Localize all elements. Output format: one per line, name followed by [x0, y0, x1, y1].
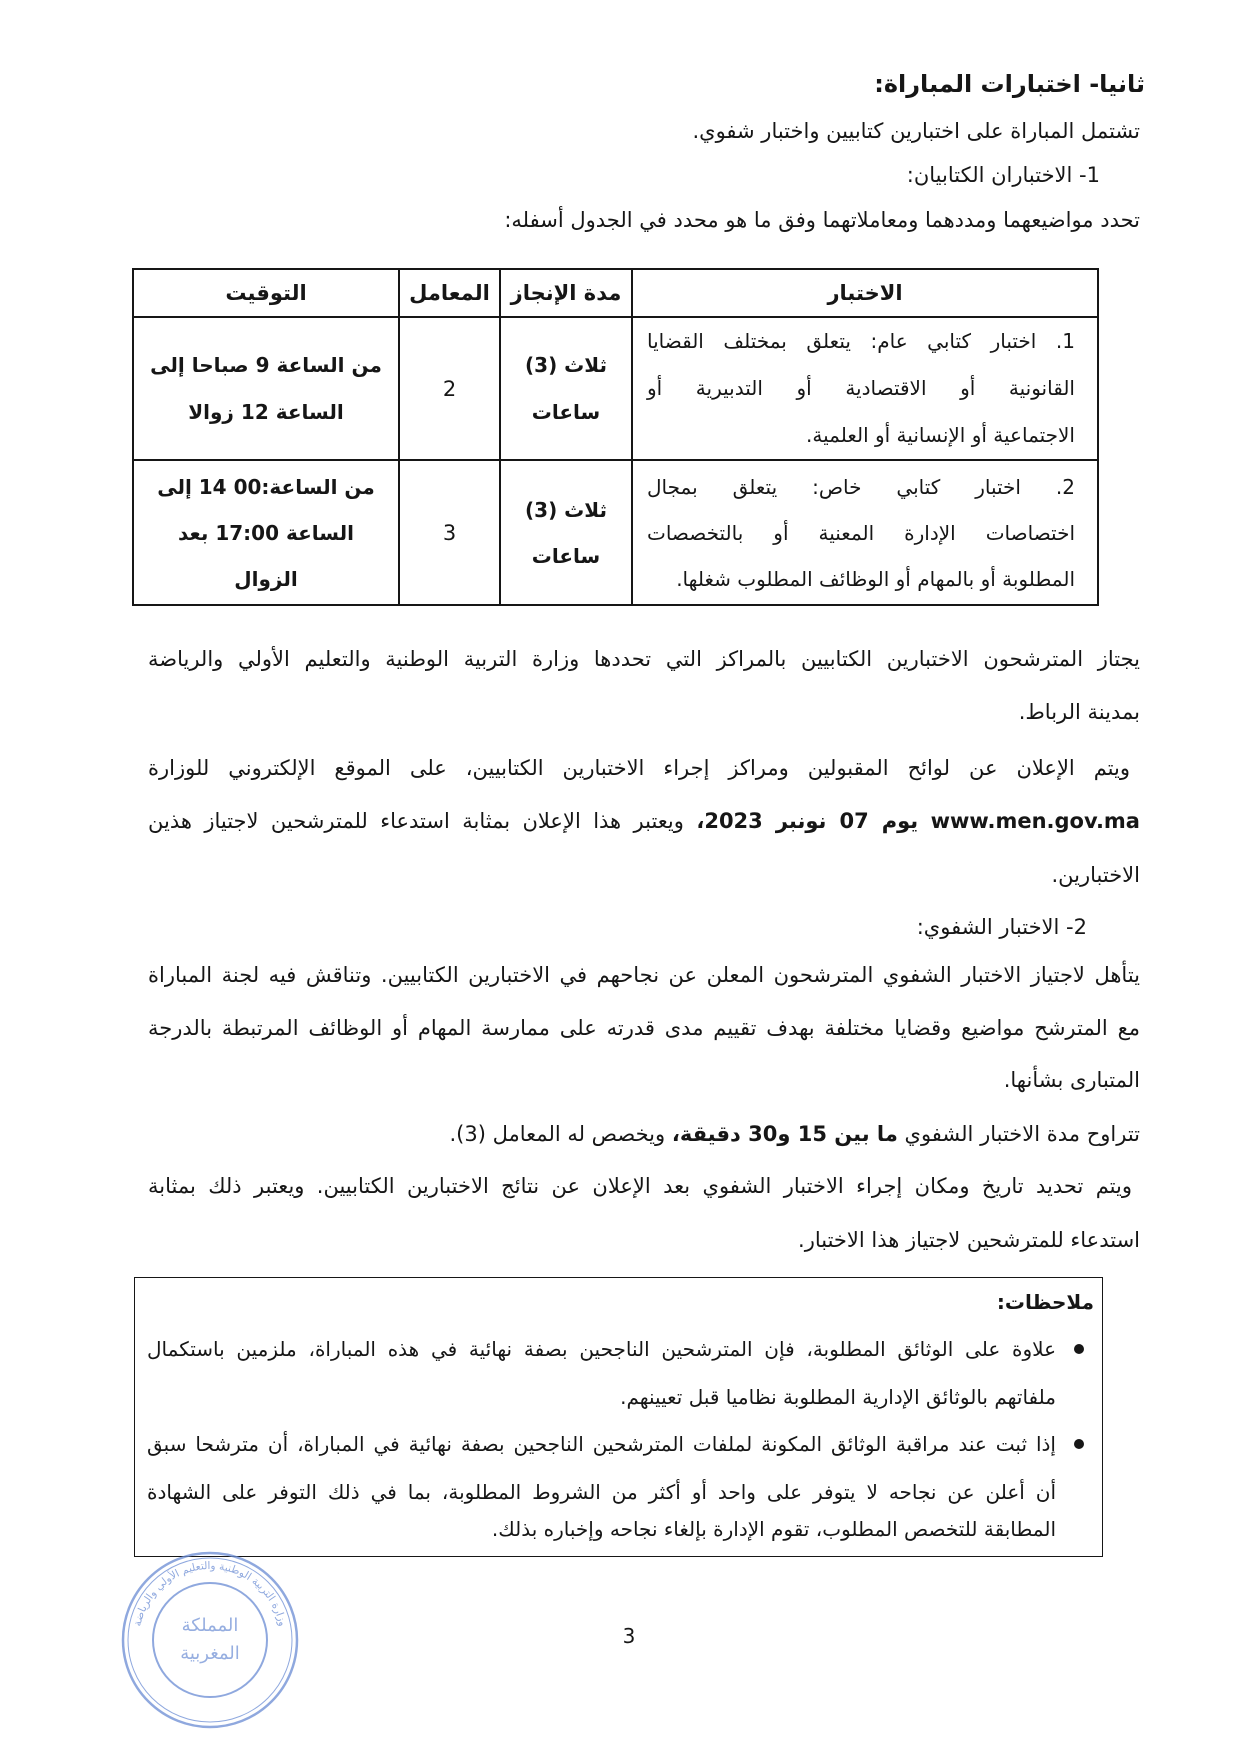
coefficient-cell: 3 — [399, 460, 500, 605]
cell-text-line — [501, 487, 631, 533]
announcement-paragraph-line — [148, 795, 1140, 847]
cell-text: من الساعة 9 صباحا إلى — [150, 352, 382, 377]
ministry-website-url: www.men.gov.ma — [930, 809, 1140, 833]
notes-heading — [147, 1278, 1094, 1326]
table-header-exam: الاختبار — [632, 269, 1098, 317]
table-row — [133, 460, 1098, 605]
note-text: ملفاتهم بالوثائق الإدارية المطلوبة نظاميا قبل تعيينهم. — [620, 1385, 1056, 1409]
table-row — [133, 317, 1098, 460]
note-text: علاوة على الوثائق المطلوبة، فإن المترشحين الناجحين بصفة نهائية في هذه المباراة، ملزمين باستكمال — [147, 1337, 1056, 1361]
cell-text-line — [501, 533, 631, 579]
note-item-line — [147, 1373, 1056, 1421]
paragraph-text: يتأهل لاجتياز الاختبار الشفوي المترشحون المعلن عن نجاحهم في الاختبارين الكتابيين. وتناقش فيه لجنة المباراة — [148, 963, 1140, 987]
table-header-duration: مدة الإنجاز — [500, 269, 632, 317]
oral-qualification-line — [148, 949, 1140, 1001]
oral-qualification-line — [148, 1002, 1140, 1054]
cell-text-line — [633, 556, 1097, 602]
cell-text: اختصاصات الإدارة المعنية أو بالتخصصات — [647, 520, 1075, 545]
cell-text: الساعة 12 زوالا — [188, 399, 344, 424]
oral-exam-heading-text: 2- الاختبار الشفوي: — [916, 915, 1087, 939]
paragraph-text: الاختبارين. — [1051, 863, 1140, 887]
announcement-line-content — [148, 809, 1140, 833]
bullet-icon — [1074, 1439, 1084, 1449]
stamp-ring-text: وزارة التربية الوطنية والتعليم الأولي والرياضة — [131, 1559, 289, 1628]
oral-duration-content — [450, 1122, 1141, 1146]
notes-box — [134, 1277, 1103, 1557]
cell-text-line — [134, 464, 398, 510]
announcement-paragraph-line — [148, 742, 1140, 794]
paragraph-text: بمدينة الرباط. — [1018, 700, 1140, 724]
cell-text: 1. اختبار كتابي عام: يتعلق بمختلف القضايا — [647, 329, 1075, 353]
paragraph-text: يجتاز المترشحون الاختبارين الكتابيين بالمراكز التي تحددها وزارة التربية الوطنية والتعليم الأولي والرياضة — [148, 647, 1140, 671]
official-stamp — [115, 1545, 305, 1735]
paragraph-text: ويتم الإعلان عن لوائح المقبولين ومراكز إجراء الاختبارين الكتابيين، على الموقع الإلكتروني للوزارة — [148, 756, 1130, 780]
oral-duration-line — [148, 1108, 1140, 1160]
cell-text: الزوال — [234, 566, 298, 591]
oral-schedule-line — [148, 1160, 1140, 1212]
stamp-outer-ring — [123, 1553, 297, 1727]
cell-text-line — [633, 318, 1097, 365]
paragraph-text: ويتم تحديد تاريخ ومكان إجراء الاختبار الشفوي بعد الإعلان عن نتائج الاختبارين الكتابيين. ويعتبر ذلك بمثابة — [148, 1174, 1132, 1198]
cell-text: الاجتماعية أو الإنسانية أو العلمية. — [806, 423, 1075, 447]
exam-description-cell — [632, 317, 1098, 460]
stamp-center-text: المغربية — [180, 1643, 240, 1664]
cell-text: المطلوبة أو بالمهام أو الوظائف المطلوب شغلها. — [676, 566, 1075, 591]
announcement-date: يوم 07 نونبر 2023، — [696, 809, 919, 833]
cell-text-line — [134, 510, 398, 556]
note-text: أن أعلن عن نجاحه لا يتوفر على واحد أو أكثر من الشروط المطلوبة، بما في ذلك التوفر على الشهادة — [147, 1480, 1056, 1504]
section-intro-text: تشتمل المباراة على اختبارين كتابيين واختبار شفوي. — [692, 119, 1140, 143]
paragraph-text: استدعاء للمترشحين لاجتياز هذا الاختبار. — [798, 1228, 1140, 1252]
cell-text-line — [633, 365, 1097, 412]
paragraph-text: ويعتبر هذا الإعلان بمثابة استدعاء للمترشحين لاجتياز هذين — [148, 809, 684, 833]
paragraph-text: تتراوح مدة الاختبار الشفوي — [904, 1122, 1140, 1146]
coefficient-cell: 2 — [399, 317, 500, 460]
section-heading-text: ثانيا- اختبارات المباراة: — [874, 70, 1145, 98]
cell-text-line — [633, 510, 1097, 556]
cell-text-line — [134, 389, 398, 436]
exam-centers-paragraph-line — [148, 686, 1140, 738]
exams-table — [132, 268, 1099, 606]
written-exams-heading-text: 1- الاختباران الكتابيان: — [906, 163, 1100, 187]
note-item-line — [147, 1325, 1056, 1373]
stamp-inner-ring — [153, 1583, 267, 1697]
cell-text-line — [633, 464, 1097, 510]
bullet-icon — [1074, 1344, 1084, 1354]
cell-text: ساعات — [531, 543, 601, 568]
page-number: 3 — [622, 1624, 636, 1648]
note-text: إذا ثبت عند مراقبة الوثائق المكونة لملفات المترشحين الناجحين بصفة نهائية في المباراة، أن مترشحا سبق — [147, 1432, 1056, 1456]
oral-qualification-line — [148, 1054, 1140, 1106]
announcement-paragraph-line — [148, 849, 1140, 901]
cell-text: القانونية أو الاقتصادية أو التدبيرية أو — [647, 376, 1075, 400]
notes-heading-text: ملاحظات: — [996, 1290, 1094, 1314]
table-intro — [148, 194, 1140, 246]
cell-text-line — [134, 342, 398, 389]
cell-text-line — [501, 342, 631, 389]
duration-cell — [500, 317, 632, 460]
paragraph-text: ويخصص له المعامل (3). — [449, 1122, 666, 1146]
oral-schedule-line — [148, 1214, 1140, 1266]
oral-exam-heading — [148, 901, 1087, 953]
table-header-coefficient: المعامل — [399, 269, 500, 317]
exam-centers-paragraph-line — [148, 633, 1140, 685]
timing-cell — [133, 317, 399, 460]
note-text: المطابقة للتخصص المطلوب، تقوم الإدارة بإلغاء نجاحه وإخباره بذلك. — [491, 1517, 1056, 1541]
section-heading — [148, 58, 1145, 110]
duration-cell — [500, 460, 632, 605]
cell-text-line — [633, 412, 1097, 459]
cell-text: الساعة 17:00 بعد — [178, 520, 354, 545]
cell-text: ثلاث (3) — [525, 497, 607, 522]
table-intro-text: تحدد مواضيعهما ومددهما ومعاملاتهما وفق ما هو محدد في الجدول أسفله: — [504, 208, 1140, 232]
cell-text: من الساعة:00 14 إلى — [157, 474, 375, 499]
table-header-row — [133, 269, 1098, 317]
table-header-timing: التوقيت — [133, 269, 399, 317]
oral-duration-value: ما بين 15 و30 دقيقة، — [671, 1122, 898, 1146]
paragraph-text: المتبارى بشأنها. — [1003, 1068, 1140, 1092]
cell-text-line — [501, 389, 631, 436]
cell-text: 2. اختبار كتابي خاص: يتعلق بمجال — [647, 474, 1075, 499]
stamp-center-text: المملكة — [181, 1615, 239, 1636]
paragraph-text: مع المترشح مواضيع وقضايا مختلفة بهدف تقييم مدى قدرته على ممارسة المهام أو الوظائف المرتبطة بالدرجة — [148, 1016, 1140, 1040]
timing-cell — [133, 460, 399, 605]
note-item-line — [147, 1420, 1056, 1468]
stamp-rings — [123, 1553, 297, 1727]
exam-description-cell — [632, 460, 1098, 605]
cell-text: ساعات — [531, 399, 601, 424]
cell-text-line — [134, 556, 398, 602]
cell-text: ثلاث (3) — [525, 352, 607, 377]
